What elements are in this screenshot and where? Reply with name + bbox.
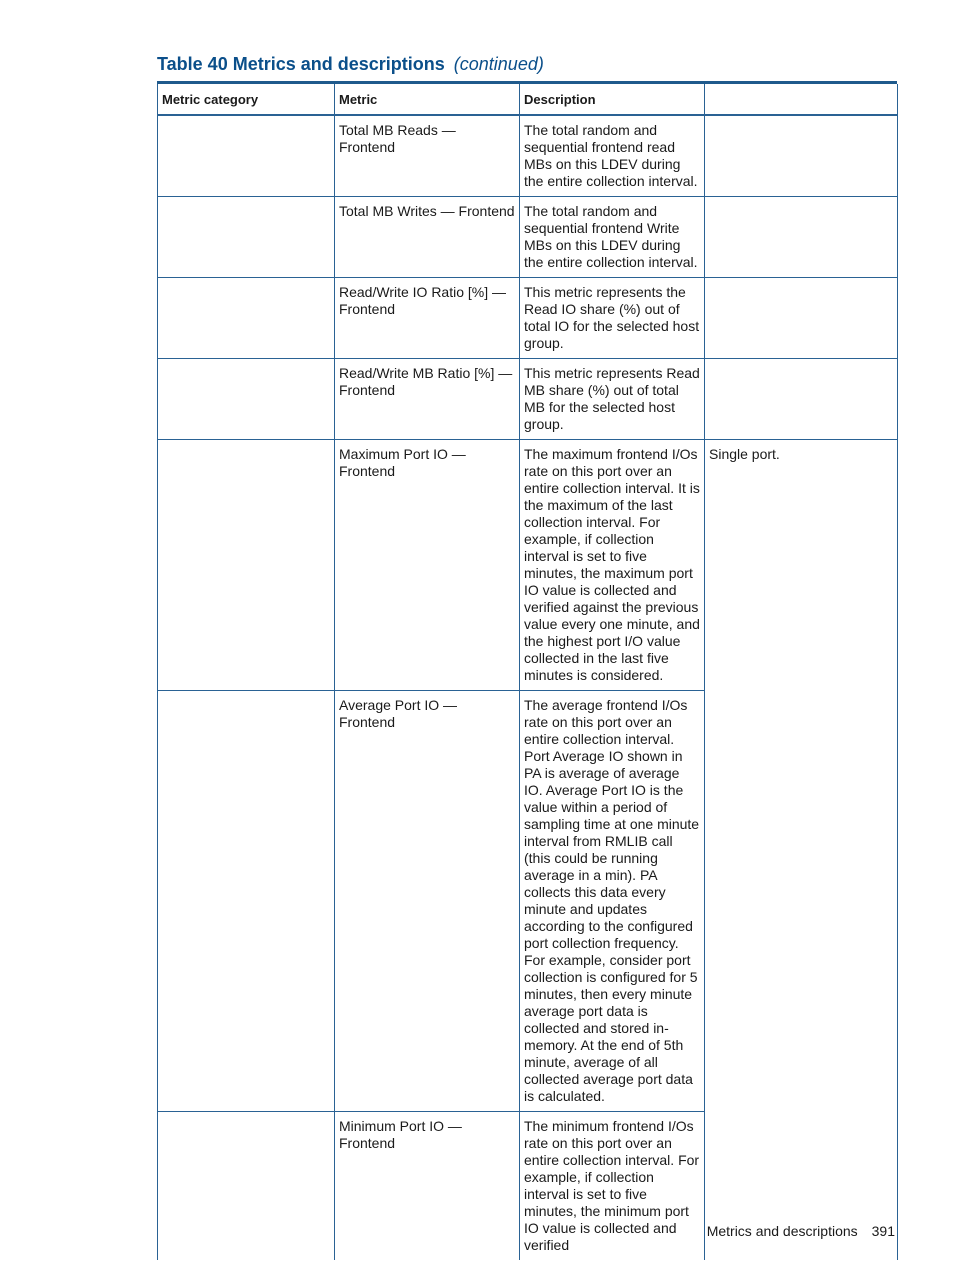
- cell-notes-merged: Single port.: [705, 440, 898, 1261]
- cell-description: This metric represents the Read IO share (%) out of total IO for the selected host group.: [520, 278, 705, 359]
- header-description: Description: [520, 84, 705, 115]
- cell-notes: [705, 115, 898, 197]
- cell-category: [158, 278, 335, 359]
- cell-category: [158, 440, 335, 691]
- cell-description: The average frontend I/Os rate on this port over an entire collection interval. Port Average IO shown in PA is average of average IO. Average Port IO is the value within a period of sampling time at one minute interval from RMLIB call (this could be running average in a min). PA collects this data every minute and updates according to the configured port collection frequency. For example, consider port collection is configured for 5 minutes, then every minute average port data is collected and stored in-memory. At the end of 5th minute, average of all collected average port data is calculated.: [520, 691, 705, 1112]
- cell-notes: [705, 359, 898, 440]
- cell-notes: [705, 278, 898, 359]
- header-metric-category: Metric category: [158, 84, 335, 115]
- metrics-table: [157, 84, 898, 1260]
- cell-metric: Maximum Port IO — Frontend: [335, 440, 520, 691]
- cell-metric: Average Port IO — Frontend: [335, 691, 520, 1112]
- footer-section-title: Metrics and descriptions: [706, 1223, 858, 1239]
- table-header-row: [158, 84, 898, 115]
- table-title: Table 40 Metrics and descriptions: [157, 54, 445, 74]
- cell-metric: Minimum Port IO — Frontend: [335, 1112, 520, 1261]
- cell-category: [158, 197, 335, 278]
- cell-metric: Total MB Reads — Frontend: [335, 115, 520, 197]
- cell-notes: [705, 197, 898, 278]
- table-continued-label: (continued): [453, 54, 544, 74]
- table-row: [158, 115, 898, 197]
- cell-description: The maximum frontend I/Os rate on this port over an entire collection interval. It is the maximum of the last collection interval. For example, if collection interval is set to five minutes, the maximum port IO value is collected and verified against the previous value every one minute, and the highest port I/O value collected in the last five minutes is considered.: [520, 440, 705, 691]
- cell-description: The total random and sequential frontend read MBs on this LDEV during the entire collection interval.: [520, 115, 705, 197]
- cell-description: The minimum frontend I/Os rate on this port over an entire collection interval. For example, if collection interval is set to five minutes, the minimum port IO value is collected and verified: [520, 1112, 705, 1261]
- cell-category: [158, 691, 335, 1112]
- cell-category: [158, 359, 335, 440]
- page-number: 391: [871, 1223, 895, 1239]
- table-row: [158, 440, 898, 691]
- cell-metric: Read/Write MB Ratio [%] — Frontend: [335, 359, 520, 440]
- cell-metric: Read/Write IO Ratio [%] — Frontend: [335, 278, 520, 359]
- header-notes: [705, 84, 898, 115]
- page-footer: [707, 1223, 895, 1239]
- cell-description: This metric represents Read MB share (%) out of total MB for the selected host group.: [520, 359, 705, 440]
- table-caption: [157, 54, 544, 75]
- table-row: [158, 197, 898, 278]
- header-metric: Metric: [335, 84, 520, 115]
- table-row: [158, 359, 898, 440]
- cell-category: [158, 1112, 335, 1261]
- table-row: [158, 278, 898, 359]
- cell-description: The total random and sequential frontend Write MBs on this LDEV during the entire collection interval.: [520, 197, 705, 278]
- cell-metric: Total MB Writes — Frontend: [335, 197, 520, 278]
- cell-category: [158, 115, 335, 197]
